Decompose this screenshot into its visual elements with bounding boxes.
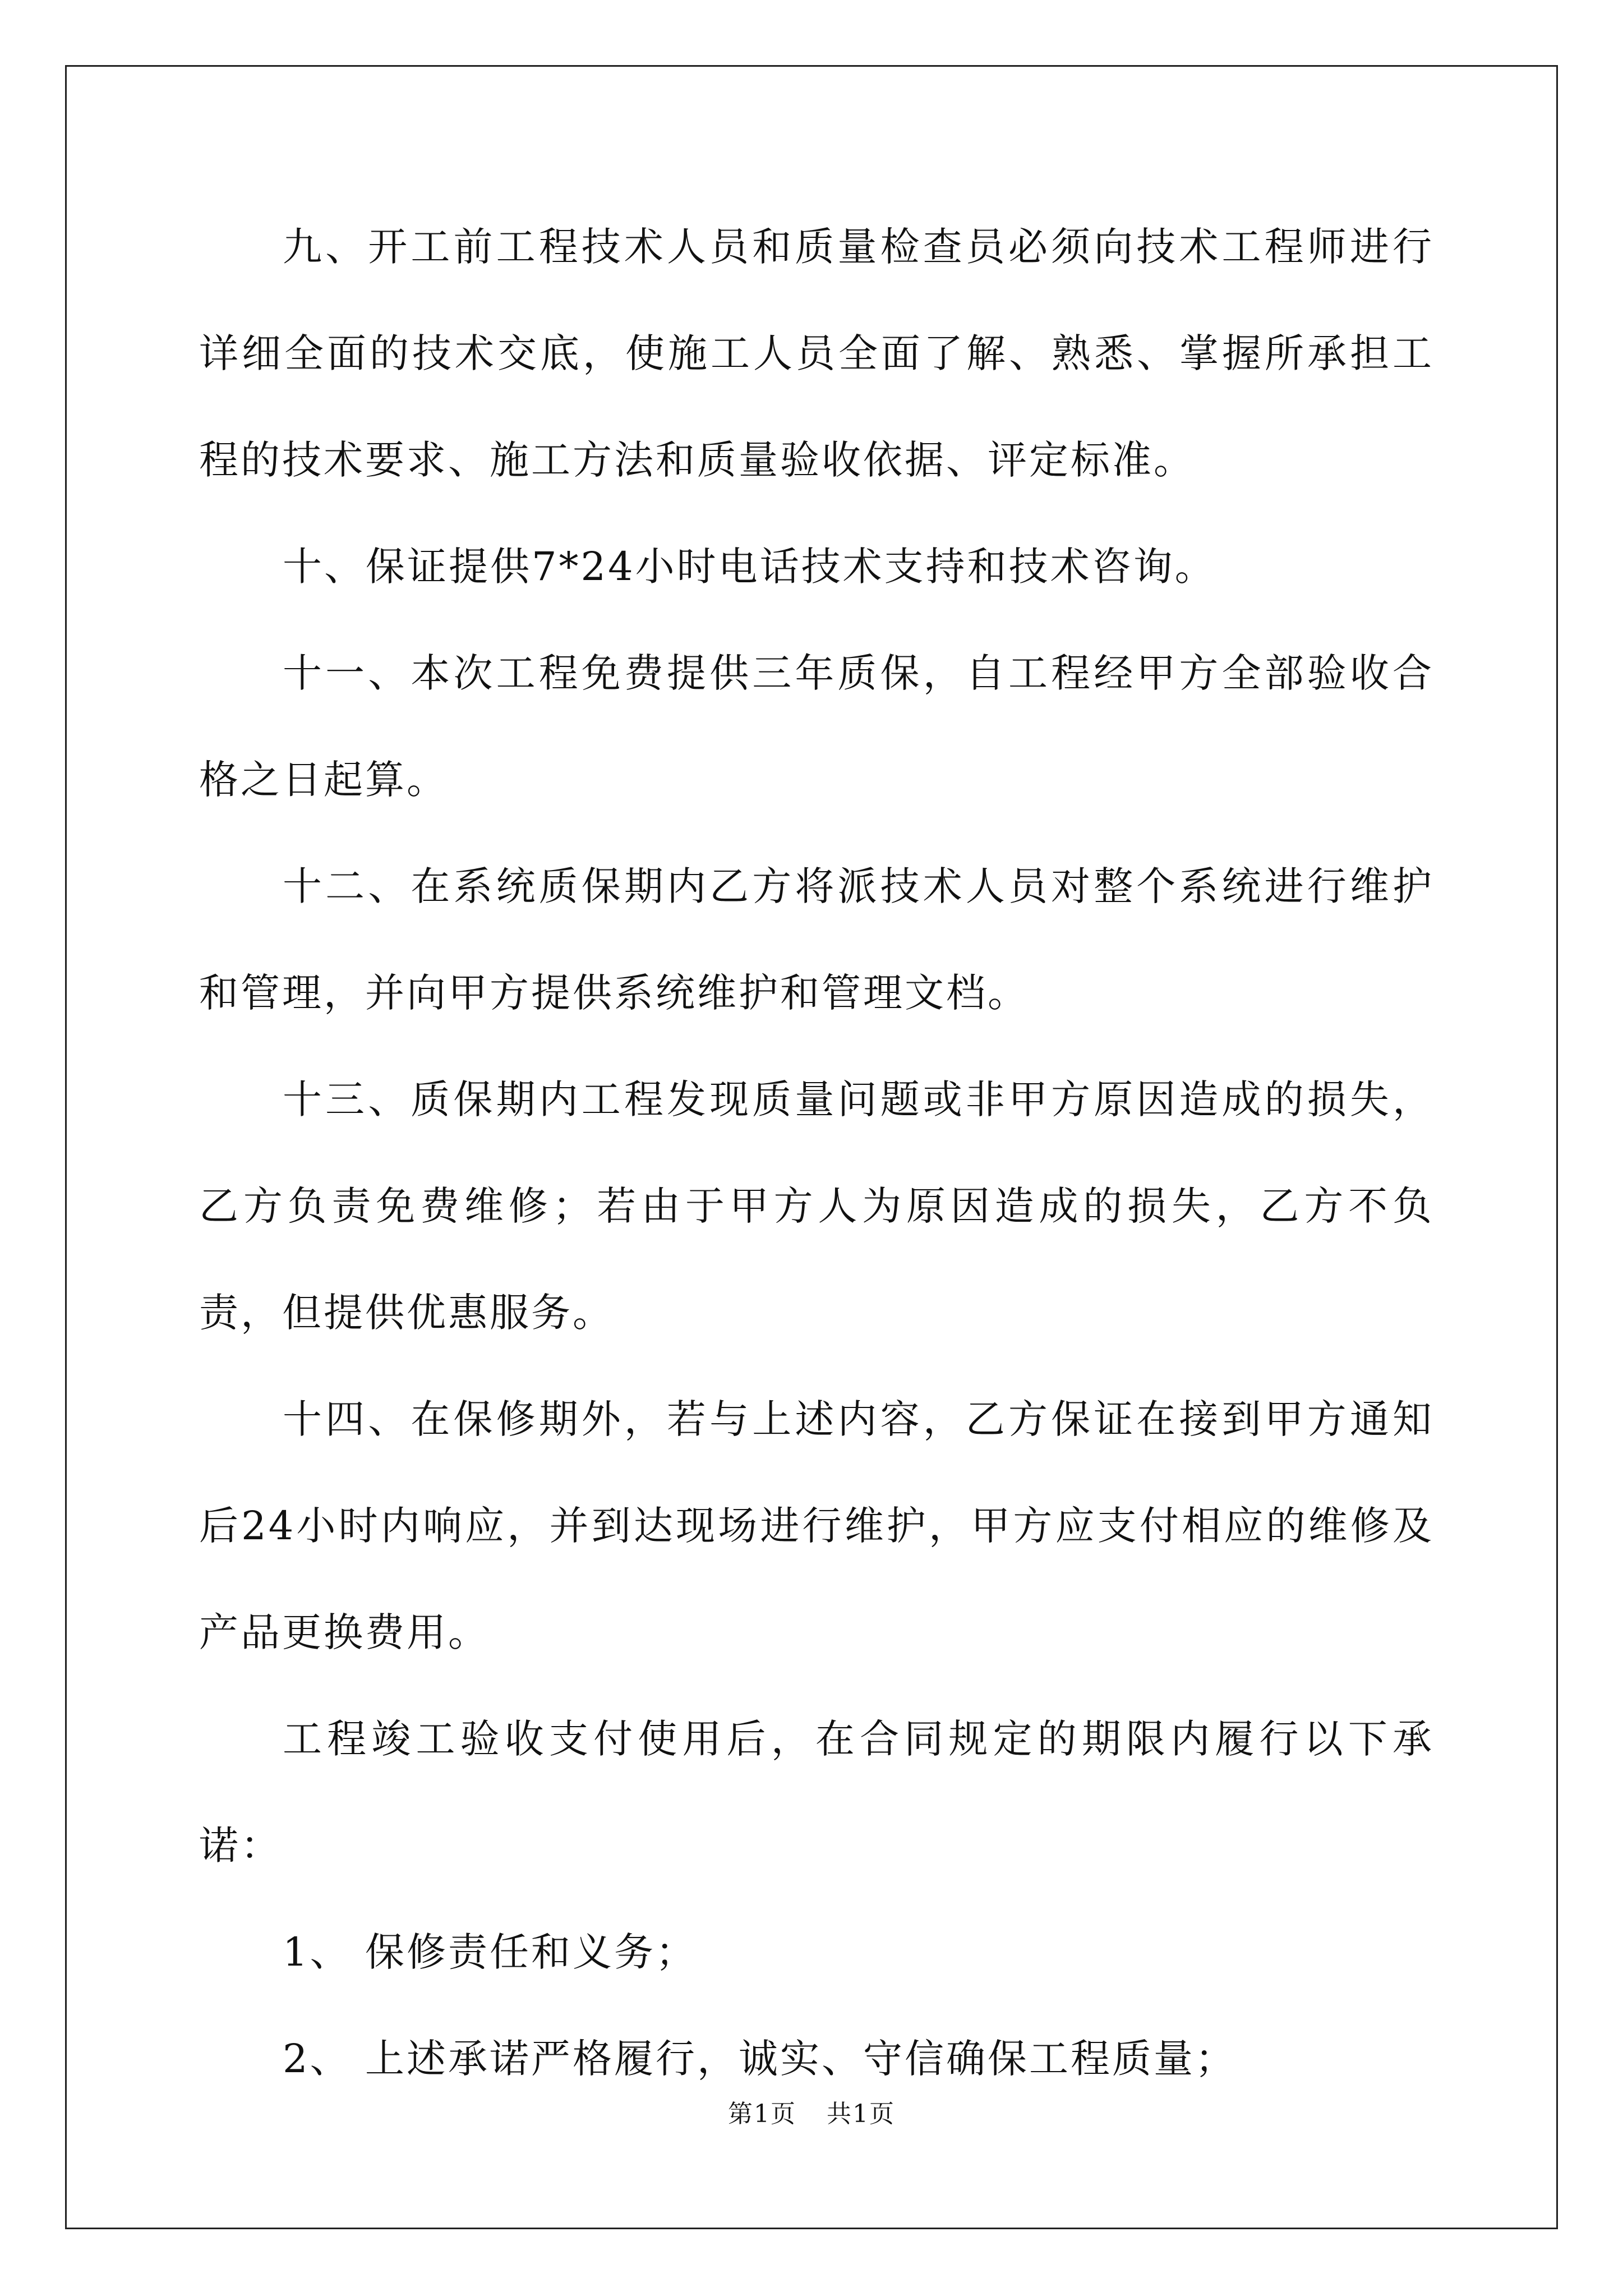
commitment-intro: 工程竣工验收支付使用后，在合同规定的期限内履行以下承诺： [199,1716,1434,1869]
paragraph-9: 九、开工前工程技术人员和质量检查员必须向技术工程师进行详细全面的技术交底，使施工人员全面了解、熟悉、掌握所承担工程的技术要求、施工方法和质量验收依据、评定标准。 [199,224,1434,483]
list-item-number: 1、 [283,1929,352,1975]
paragraph-11: 十一、本次工程免费提供三年质保，自工程经甲方全部验收合格之日起算。 [199,650,1434,803]
page-footer [0,2093,1623,2129]
page-total: 共1页 [827,2100,895,2128]
list-item-number: 2、 [283,2036,352,2082]
list-item-text: 保修责任和义务； [365,1929,697,1975]
list-item-text: 上述承诺严格履行，诚实、守信确保工程质量； [365,2036,1237,2082]
paragraph-12: 十二、在系统质保期内乙方将派技术人员对整个系统进行维护和管理，并向甲方提供系统维护和管理文档。 [199,863,1434,1016]
paragraph-10: 十、保证提供7*24小时电话技术支持和技术咨询。 [283,544,1216,590]
page-number: 第1页 [728,2100,796,2128]
list-item [199,1899,1434,2005]
paragraph-13: 十三、质保期内工程发现质量问题或非甲方原因造成的损失，乙方负责免费维修；若由于甲方人为原因造成的损失，乙方不负责，但提供优惠服务。 [199,1076,1434,1336]
document-body [199,194,1434,2112]
paragraph-14: 十四、在保修期外，若与上述内容，乙方保证在接到甲方通知后24小时内响应，并到达现场进行维护，甲方应支付相应的维修及产品更换费用。 [199,1396,1434,1655]
